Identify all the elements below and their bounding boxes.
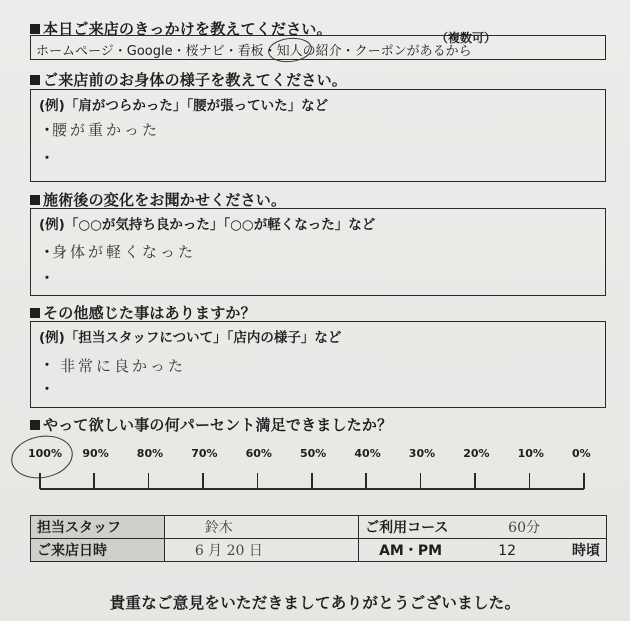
staff-value: 鈴木	[164, 516, 358, 539]
scale-label: 0%	[572, 447, 591, 460]
scale-label: 30%	[408, 447, 436, 460]
hour-suffix: 時頃	[572, 543, 600, 559]
square-bullet-icon	[30, 24, 40, 34]
bullet: ・	[40, 151, 54, 167]
closing-message: 貴重なご意見をいただきましてありがとうございました。	[109, 594, 521, 612]
date-value: 6 月 20 日	[164, 539, 358, 562]
question-2-example: (例)「肩がつらかった」「腰が張っていた」など	[39, 98, 329, 114]
scale-tick	[583, 473, 585, 489]
course-value: 60分	[488, 516, 606, 539]
scale-label: 90%	[82, 447, 109, 460]
scale-label: 50%	[300, 447, 327, 460]
table-row	[31, 539, 607, 562]
bullet: ・	[40, 382, 54, 398]
square-bullet-icon	[30, 308, 40, 318]
scale-label: 60%	[245, 447, 272, 460]
question-4-title: その他感じた事はありますか？	[30, 302, 256, 323]
scale-tick	[93, 473, 95, 489]
bullet: ・	[40, 123, 54, 139]
scale-tick	[474, 473, 476, 489]
question-1-title: 本日ご来店のきっかけを教えてください。	[30, 18, 332, 39]
scale-tick	[529, 473, 531, 489]
staff-label: 担当スタッフ	[31, 516, 165, 539]
bullet: ・	[40, 271, 54, 287]
question-5-title: やって欲しい事の何パーセント満足できましたか？	[30, 414, 392, 435]
scale-label: 80%	[136, 447, 164, 460]
scale-tick	[420, 473, 422, 489]
scale-label: 70%	[191, 447, 218, 460]
visit-reason-options: ホームページ・Google・桜ナビ・看板・知人の紹介・クーポンがあるから	[36, 44, 472, 59]
question-2-title: ご来店前のお身体の様子を教えてください。	[30, 69, 347, 90]
scale-tick	[202, 473, 204, 489]
course-label: ご利用コース	[359, 516, 489, 539]
hour-value: 12	[498, 543, 516, 559]
square-bullet-icon	[30, 195, 40, 205]
scale-label: 20%	[463, 447, 490, 460]
scale-tick	[365, 473, 367, 489]
scale-label: 100%	[28, 447, 62, 460]
question-4-answer: 非常に良かった	[60, 357, 187, 375]
scale-tick	[311, 473, 313, 489]
question-3-answer: 身体が軽くなった	[52, 243, 197, 261]
selected-percent-circle	[8, 431, 76, 483]
question-3-example: (例)「○○が気持ち良かった」「○○が軽くなった」など	[39, 217, 376, 233]
table-row	[31, 516, 607, 539]
square-bullet-icon	[30, 75, 40, 85]
am-pm-label: AM・PM	[359, 539, 489, 562]
scale-line	[40, 488, 584, 490]
hour-cell	[488, 539, 606, 562]
scale-label: 10%	[517, 447, 544, 460]
question-4-example: (例)「担当スタッフについて」「店内の様子」など	[39, 330, 342, 346]
staff-info-table	[30, 515, 607, 562]
question-2-answer: 腰が重かった	[52, 121, 161, 139]
square-bullet-icon	[30, 420, 40, 430]
date-label: ご来店日時	[31, 539, 165, 562]
bullet: ・	[40, 245, 54, 261]
scale-tick	[257, 473, 259, 489]
multiple-allowed-note: （複数可）	[436, 31, 497, 45]
bullet: ・	[40, 358, 54, 374]
scale-tick	[148, 473, 150, 489]
question-3-title: 施術後の変化をお聞かせください。	[30, 189, 286, 210]
scale-label: 40%	[354, 447, 381, 460]
